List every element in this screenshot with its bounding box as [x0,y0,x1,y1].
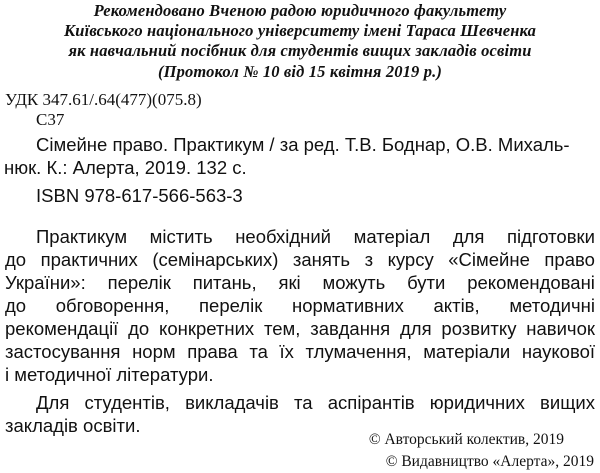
citation-line-1: Сімейне право. Практикум / за ред. Т.В. Боднар, О.В. Михаль- [36,134,570,155]
word: юридичних [429,392,525,413]
word: тем, [264,318,301,339]
word: студентів, [84,392,170,413]
word: право [544,249,595,270]
approval-line: Рекомендовано Вченою радою юридичного факультету [93,1,507,20]
word: методичні [509,295,595,316]
word: розвитку [441,318,517,339]
word: Практикум [36,226,128,247]
word: матеріал [353,226,431,247]
approval-statement [0,1,600,82]
word: навичок [526,318,595,339]
word: до [5,295,27,316]
word: необхідний [235,226,332,247]
word: наукової [521,341,595,362]
word: які [278,272,301,293]
annotation-line [0,340,600,363]
approval-line: як навчальний посібник для студентів вищих закладів освіти [68,41,532,61]
annotation-line [0,271,600,294]
word: вищих [540,392,595,413]
bibliographic-citation [4,133,570,179]
word: норм [132,341,176,362]
word: їх [279,341,294,362]
word: конкретних [159,318,255,339]
author-code: С37 [36,110,65,129]
word: тлумачення, [305,341,412,362]
word: курсу [387,249,434,270]
word: для [399,318,432,339]
word: питань, [192,272,257,293]
approval-line: Київського національного університету імені Тараса Шевченка [63,21,537,41]
annotation-line [0,248,600,271]
word: рекомендації [5,318,119,339]
word: перелік [199,295,263,316]
word: завдання [310,318,391,339]
annotation [0,225,600,386]
word: України»: [5,272,86,293]
annotation-line: і методичної літератури. [5,364,214,385]
word: до [5,249,27,270]
annotation-line [0,225,600,248]
word: обговорення, [55,295,170,316]
word: матеріали [423,341,511,362]
word: для [452,226,485,247]
word: застосування [5,341,121,362]
word: (семінарських) [152,249,279,270]
annotation-line [0,294,600,317]
word: та [294,392,313,413]
word: аспірантів [327,392,415,413]
isbn: ISBN 978-617-566-563-3 [36,185,243,206]
word: нормативних [291,295,404,316]
annotation-line [0,317,600,340]
word: підготовки [507,226,595,247]
word: права [187,341,238,362]
word: рекомендовані [467,272,595,293]
word: з [364,249,374,270]
audience-line: закладів освіти. [5,415,141,436]
word: викладачів [185,392,279,413]
word: Для [36,392,70,413]
word: перелік [107,272,171,293]
copyright-publisher: © Видавництво «Алерта», 2019 [385,453,594,470]
word: можуть [322,272,386,293]
copyright-authors: © Авторський колектив, 2019 [368,431,564,448]
audience-line [0,391,600,414]
word: актів, [433,295,480,316]
citation-line-2: нюк. К.: Алерта, 2019. 132 с. [4,157,247,178]
word: до [128,318,150,339]
approval-protocol: (Протокол № 10 від 15 квітня 2019 р.) [157,61,443,81]
word: занять [292,249,351,270]
word: та [249,341,268,362]
udk-code: УДК 347.61/.64(477)(075.8) [5,90,202,109]
word: містить [149,226,213,247]
word: «Сімейне [448,249,530,270]
word: бути [407,272,446,293]
word: практичних [40,249,138,270]
